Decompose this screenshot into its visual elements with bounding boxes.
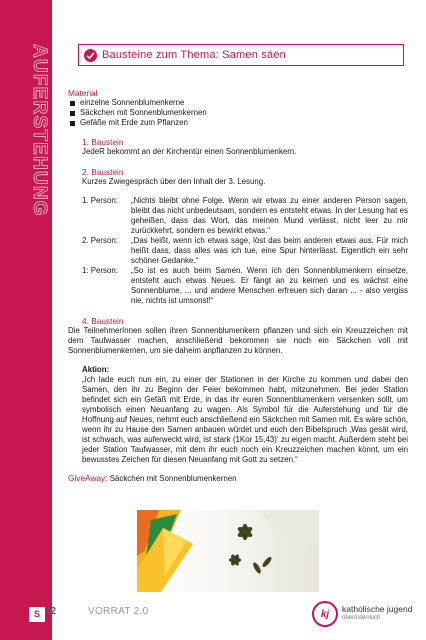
check-circle-icon: [84, 49, 97, 62]
sidebar-label-text: AUFERSTEHUNG: [29, 44, 50, 217]
dialog-text: „So ist es auch beim Samen. Wenn ich den Sonnenblumenkern einsetze, entsteht auch etwas Neues. Er fängt an zu keimen und es wächst eine Sonnenblume, ... und andere Menschen erfreuen sich daran ... - also vergiss nie, nichts ist umsonst!“: [131, 266, 408, 305]
sidebar-vertical-label: [26, 40, 50, 270]
list-item: einzelne Sonnenblumenkerne: [68, 98, 408, 108]
baustein-2-section: [68, 167, 408, 306]
main-content: [68, 88, 408, 484]
kj-logo: [312, 601, 412, 627]
dialog-line: [82, 236, 408, 266]
material-heading: Material: [68, 88, 98, 98]
baustein-4-section: [68, 316, 408, 465]
sidebar: [0, 0, 52, 640]
dialog-speaker: 1. Person:: [82, 196, 118, 205]
giveaway-text: Säckchen mit Sonnenblumenkernen: [109, 474, 237, 483]
dialog-text: „Nichts bleibt ohne Folge. Wenn wir etwas zu einer anderen Person sagen, bleibt das nicht unbedeutsam, sondern es entsteht etwas. In der Lesung hat es geheißen, dass das Wort, das meinen Mund verlässt, nicht leer zu mir zurückkehrt, sondern es bewirkt etwas.“: [131, 196, 408, 235]
baustein-2-heading: 2. Baustein: [82, 167, 124, 177]
dialog-speaker: 1: Person:: [82, 266, 118, 275]
dialog: [82, 196, 408, 306]
logo-text: [342, 605, 412, 623]
dialog-line: [82, 266, 408, 306]
dialog-text: „Das heißt, wenn ich etwas sage, löst das beim anderen etwas aus. Für mich heißt dass, dass alles was ich tue, eine Spur hinterlässt. Eigentlich ein sehr schöner Gedanke.“: [131, 236, 408, 265]
list-item: Säckchen mit Sonnenblumenkernen: [68, 108, 408, 118]
baustein-4-text: Die TeilnehmerInnen sollen ihren Sonnenblumenkern pflanzen und sich ein Kreuzzeichen mit dem Taufwasser machen, anschließend bekommen sie noch ein Säckchen voll mit Sonnenblumenkernen, um sie daheim anpflanzen zu können.: [68, 326, 408, 355]
page-title: Bausteine zum Thema: Samen säen: [102, 49, 286, 61]
logo-name: katholische jugend: [342, 604, 413, 614]
baustein-2-intro: Kurzes Zwiegespräch über den Inhalt der 3. Lesung.: [82, 177, 266, 186]
logo-mark-icon: kj: [312, 601, 338, 627]
dialog-line: [82, 196, 408, 236]
baustein-1-section: [68, 137, 408, 157]
giveaway: [68, 473, 408, 484]
baustein-1-heading: 1. Baustein: [82, 137, 124, 147]
dialog-speaker: 2. Person:: [82, 236, 118, 245]
logo-sub: oberösterreich: [342, 615, 381, 621]
list-item: Gefäße mit Erde zum Pflanzen: [68, 118, 408, 128]
sunflower-seeds-photo: [137, 510, 319, 592]
section-badge: S: [29, 607, 45, 622]
page-number: 42: [45, 606, 57, 617]
aktion-label: Aktion:: [82, 365, 110, 374]
material-list: [68, 98, 408, 128]
magazine-name: VORRAT 2.0: [88, 606, 149, 617]
giveaway-label: GiveAway:: [68, 473, 108, 483]
baustein-1-text: JedeR bekommt an der Kirchentür einen Sonnenblumenkern.: [82, 147, 297, 156]
baustein-4-heading: 4. Baustein: [82, 316, 124, 326]
aktion-text: „Ich lade euch nun ein, zu einer der Stationen in der Kirche zu kommen und dabei den Samen, den ihr zu Beginn der Feier bekommen habt, mitzunehmen. Bei jeder Station befindet sich ein Gefäß mit Erde, in das ihr euren Sonnenblumenkern versenken sollt, um symbolisch einen Neuanfang zu wagen. Als Symbol für die Auferstehung und für die Hoffnung auf Neues, nehmt euch anschließend ein Säckchen mit Samen mit. Es wäre schön, wenn ihr zu Hause den Samen anbauen würdet und euch den Bibelspruch ‚Was gesät wird, ist schwach, was auferweckt wird, ist stark (1Kor 15,43)‘ zu eigen macht. Außerdem steht bei jeder Station Taufwasser, mit dem ihr euch noch ein Kreuzzeichen machen könnt, um ein bewusstes Zeichen für diesen Neuanfang mit Gott zu setzen.“: [82, 375, 408, 464]
